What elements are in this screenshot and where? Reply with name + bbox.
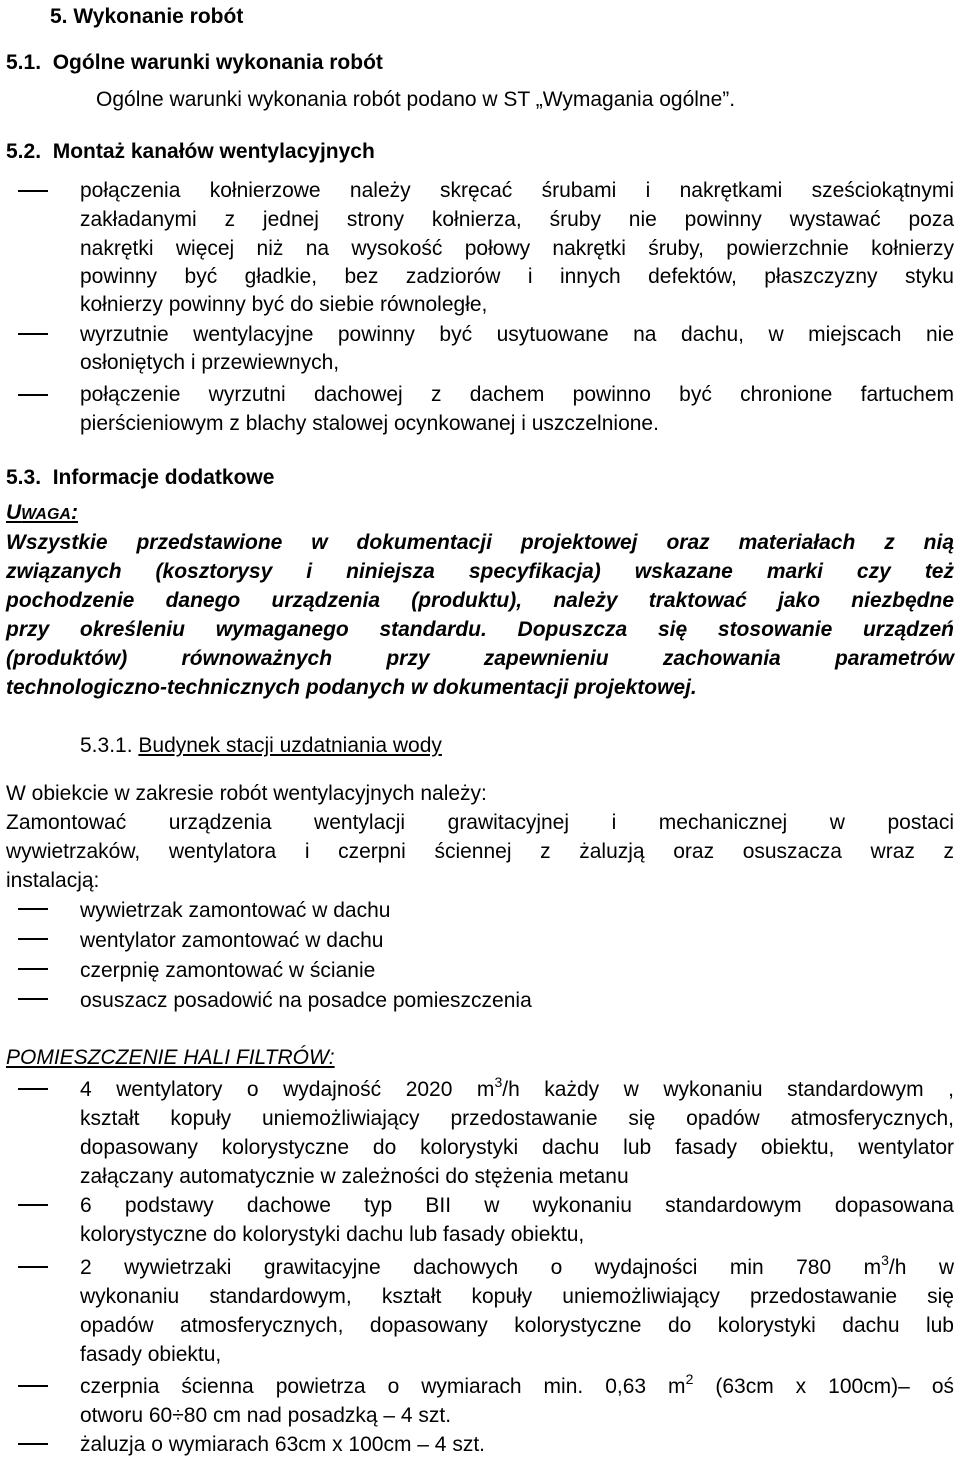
note-line: Wszystkie przedstawione w dokumentacji projektowej oraz materiałach z nią <box>6 531 954 554</box>
list-item-line: załączany automatycznie w zależności do stężenia metanu <box>80 1165 629 1188</box>
note-line: pochodzenie danego urządzenia (produktu), należy traktować jako niezbędne <box>6 589 954 612</box>
intro-line: wywietrzaków, wentylatora i czerpni ściennej z żaluzją oraz osuszacza wraz z <box>6 840 954 863</box>
list-item-line: wyrzutnie wentylacyjne powinny być usytuowane na dachu, w miejscach nie <box>80 323 954 346</box>
list-item-line: 2 wywietrzaki grawitacyjne dachowych o wydajności min 780 $m^3/h$ w <box>80 1252 955 1279</box>
list-item-line: kolorystyczne do kolorystyki dachu lub fasady obiektu, <box>80 1223 585 1246</box>
list-item-line: dopasowany kolorystyczne do kolorystyki dachu lub fasady obiektu, wentylator <box>80 1136 954 1159</box>
list-item-line: nakrętki więcej niż na wysokość połowy nakrętki śruby, powierzchnie kołnierzy <box>80 237 954 260</box>
list-dash <box>18 968 48 970</box>
list-item-line: wykonaniu standardowym, kształt kopuły uniemożliwiający przedostawanie się <box>80 1285 954 1308</box>
list-item-line: kształt kopuły uniemożliwiający przedostawanie się opadów atmosferycznych, <box>80 1107 954 1130</box>
list-dash <box>18 938 48 940</box>
list-item-line: powinny być gładkie, bez zadziorów i innych defektów, płaszczyzny styku <box>80 265 954 288</box>
note-line: przy określeniu wymaganego standardu. Dopuszcza się stosowanie urządzeń <box>6 618 954 641</box>
section-5-1-heading: 5.1. Ogólne warunki wykonania robót <box>6 51 383 74</box>
section-5-1-text: Ogólne warunki wykonania robót podano w ST „Wymagania ogólne”. <box>96 88 736 111</box>
list-dash <box>18 908 48 910</box>
list-item-line: połączenie wyrzutni dachowej z dachem powinno być chronione fartuchem <box>80 383 954 406</box>
list-dash <box>18 333 48 335</box>
uwaga-label: UWAGA: <box>6 501 78 524</box>
list-dash <box>18 1204 48 1206</box>
section-5-heading: 5. Wykonanie robót <box>50 5 244 28</box>
note-line: (produktów) równoważnych przy zapewnieniu zachowania parametrów <box>6 647 954 670</box>
section-5-2-heading: 5.2. Montaż kanałów wentylacyjnych <box>6 140 375 163</box>
section-5-3-1-heading: 5.3.1. Budynek stacji uzdatniania wody <box>80 734 442 757</box>
list-item-line: żaluzja o wymiarach 63cm x 100cm – 4 szt. <box>80 1433 485 1456</box>
intro-line: W obiekcie w zakresie robót wentylacyjnych należy: <box>6 782 487 805</box>
list-dash <box>18 1443 48 1445</box>
intro-line: Zamontować urządzenia wentylacji grawitacyjnej i mechanicznej w postaci <box>6 811 954 834</box>
section-5-3-heading: 5.3. Informacje dodatkowe <box>6 466 275 489</box>
list-item-line: osłoniętych i przewiewnych, <box>80 351 340 374</box>
list-item: wentylator zamontować w dachu <box>80 929 384 952</box>
list-item: osuszacz posadowić na posadce pomieszczenia <box>80 989 532 1012</box>
list-dash <box>18 1266 48 1268</box>
hall-title: POMIESZCZENIE HALI FILTRÓW: <box>6 1046 335 1069</box>
list-dash <box>18 998 48 1000</box>
intro-line: instalacją: <box>6 869 100 892</box>
list-item: wywietrzak zamontować w dachu <box>80 899 391 922</box>
list-item-line: zakładanymi z jednej strony kołnierza, śruby nie powinny wystawać poza <box>80 208 954 231</box>
list-dash <box>18 1088 48 1090</box>
list-item-line: fasady obiektu, <box>80 1343 222 1366</box>
list-dash <box>18 1385 48 1387</box>
list-item-line: kołnierzy powinny być do siebie równoległe, <box>80 293 488 316</box>
note-line: technologiczno-technicznych podanych w dokumentacji projektowej. <box>6 676 697 699</box>
list-item-line: połączenia kołnierzowe należy skręcać śrubami i nakrętkami sześciokątnymi <box>80 179 954 202</box>
list-item-line: opadów atmosferycznych, dopasowany kolorystyczne do kolorystyki dachu lub <box>80 1314 954 1337</box>
list-item-line: czerpnia ścienna powietrza o wymiarach min. 0,63 $m^2$ (63cm x 100cm)– oś <box>80 1371 954 1398</box>
note-line: związanych (kosztorysy i niniejsza specyfikacja) wskazane marki czy też <box>6 560 954 583</box>
list-item-line: 4 wentylatory o wydajność 2020 $m^3/h$ każdy w wykonaniu standardowym , <box>80 1074 954 1101</box>
division-sign: ÷ <box>172 1404 184 1427</box>
list-item-line: 6 podstawy dachowe typ BII w wykonaniu standardowym dopasowana <box>80 1194 954 1217</box>
list-item: czerpnię zamontować w ścianie <box>80 959 376 982</box>
list-dash <box>18 394 48 396</box>
list-item-line: pierścieniowym z blachy stalowej ocynkowanej i uszczelnione. <box>80 412 659 435</box>
list-dash <box>18 190 48 192</box>
list-item-line: otworu 60÷80 cm nad posadzką – 4 szt. <box>80 1404 452 1427</box>
